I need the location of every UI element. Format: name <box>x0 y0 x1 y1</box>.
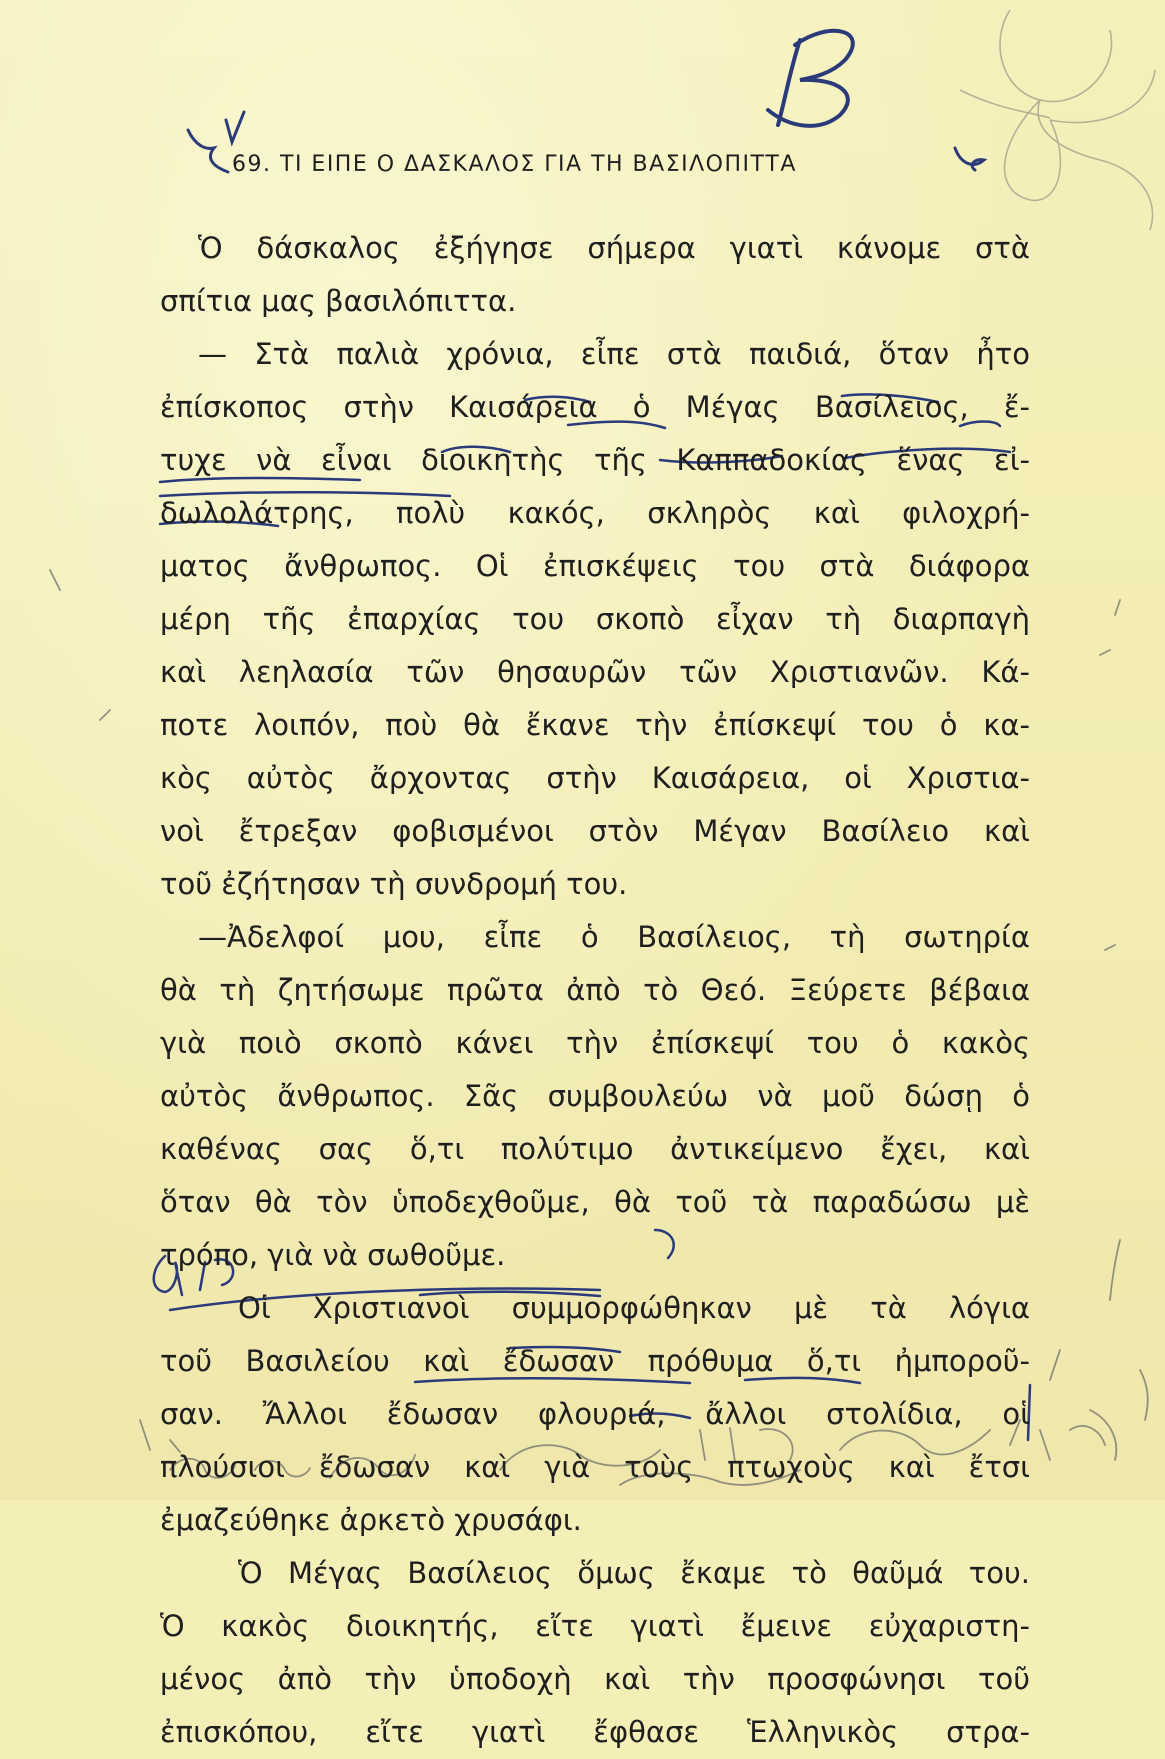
text-line: σαν. Ἄλλοι ἔδωσαν φλουριά, ἄλλοι στολίδια, οἱ <box>160 1397 1030 1431</box>
text-line: Οἱ Χριστιανοὶ συμμορφώθηκαν μὲ τὰ λόγια <box>238 1291 1030 1325</box>
text-line: Ὁ δάσκαλος ἐξήγησε σήμερα γιατὶ κάνομε στὰ <box>198 231 1030 265</box>
text-line: ἐμαζεύθηκε ἀρκετὸ χρυσάφι. <box>160 1503 582 1537</box>
body-text <box>160 222 1030 1759</box>
pencil-sketch <box>960 10 1155 230</box>
text-line: Ὁ κακὸς διοικητής, εἴτε γιατὶ ἔμεινε εὐχαριστη- <box>160 1609 1030 1643</box>
text-line: καθένας σας ὅ,τι πολύτιμο ἀντικείμενο ἔχει, καὶ <box>160 1132 1030 1166</box>
text-line: πλούσιοι ἔδωσαν καὶ γιὰ τοὺς πτωχοὺς καὶ ἔτσι <box>160 1450 1030 1484</box>
text-line: τρόπο, γιὰ νὰ σωθοῦμε. <box>160 1238 506 1272</box>
text-line: ἐπίσκοπος στὴν Καισάρεια ὁ Μέγας Βασίλειος, ἔ- <box>160 390 1030 424</box>
text-line: ὅταν θὰ τὸν ὑποδεχθοῦμε, θὰ τοῦ τὰ παραδώσω μὲ <box>160 1185 1030 1219</box>
text-line: τοῦ ἐζήτησαν τὴ συνδρομή του. <box>160 867 628 901</box>
text-line: μέρη τῆς ἐπαρχίας του σκοπὸ εἶχαν τὴ διαρπαγὴ <box>160 602 1030 636</box>
text-line: καὶ λεηλασία τῶν θησαυρῶν τῶν Χριστιανῶν. Κά- <box>160 655 1030 689</box>
text-line: —Ἀδελφοί μου, εἶπε ὁ Βασίλειος, τὴ σωτηρία <box>198 920 1030 954</box>
text-line: δωλολάτρης, πολὺ κακός, σκληρὸς καὶ φιλοχρή- <box>160 496 1030 530</box>
chapter-number: 69. <box>232 152 272 177</box>
text-line: αὐτὸς ἄνθρωπος. Σᾶς συμβουλεύω νὰ μοῦ δώσῃ ὁ <box>160 1079 1030 1113</box>
text-line: θὰ τὴ ζητήσωμε πρῶτα ἀπὸ τὸ Θεό. Ξεύρετε βέβαια <box>160 973 1030 1007</box>
chapter-heading <box>232 152 797 177</box>
text-line: — Στὰ παλιὰ χρόνια, εἶπε στὰ παιδιά, ὅταν ἦτο <box>198 337 1030 371</box>
text-line: γιὰ ποιὸ σκοπὸ κάνει τὴν ἐπίσκεψί του ὁ κακὸς <box>160 1026 1030 1060</box>
text-line: μένος ἀπὸ τὴν ὑποδοχὴ καὶ τὴν προσφώνησι τοῦ <box>160 1662 1030 1696</box>
text-line: ἐπισκόπου, εἴτε γιατὶ ἔφθασε Ἑλληνικὸς στρα- <box>160 1715 1030 1749</box>
text-line: τυχε νὰ εἶναι διοικητὴς τῆς Καππαδοκίας ἕνας εἰ- <box>160 443 1030 477</box>
text-line: κὸς αὐτὸς ἄρχοντας στὴν Καισάρεια, οἱ Χριστια- <box>160 761 1030 795</box>
margin-letter-b <box>768 31 853 126</box>
text-line: σπίτια μας βασιλόπιττα. <box>160 284 517 318</box>
text-line: Ὁ Μέγας Βασίλειος ὅμως ἔκαμε τὸ θαῦμά του. <box>238 1556 1030 1590</box>
text-line: νοὶ ἔτρεξαν φοβισμένοι στὸν Μέγαν Βασίλειο καὶ <box>160 814 1030 848</box>
text-line: τοῦ Βασιλείου καὶ ἔδωσαν πρόθυμα ὅ,τι ἠμποροῦ- <box>160 1344 1030 1378</box>
chapter-title: ΤΙ ΕΙΠΕ Ο ΔΑΣΚΑΛΟΣ ΓΙΑ ΤΗ ΒΑΣΙΛΟΠΙΤΤΑ <box>280 152 797 177</box>
text-line: ποτε λοιπόν, ποὺ θὰ ἔκανε τὴν ἐπίσκεψί του ὁ κα- <box>160 708 1030 742</box>
text-line: ματος ἄνθρωπος. Οἱ ἐπισκέψεις του στὰ διάφορα <box>160 549 1030 583</box>
